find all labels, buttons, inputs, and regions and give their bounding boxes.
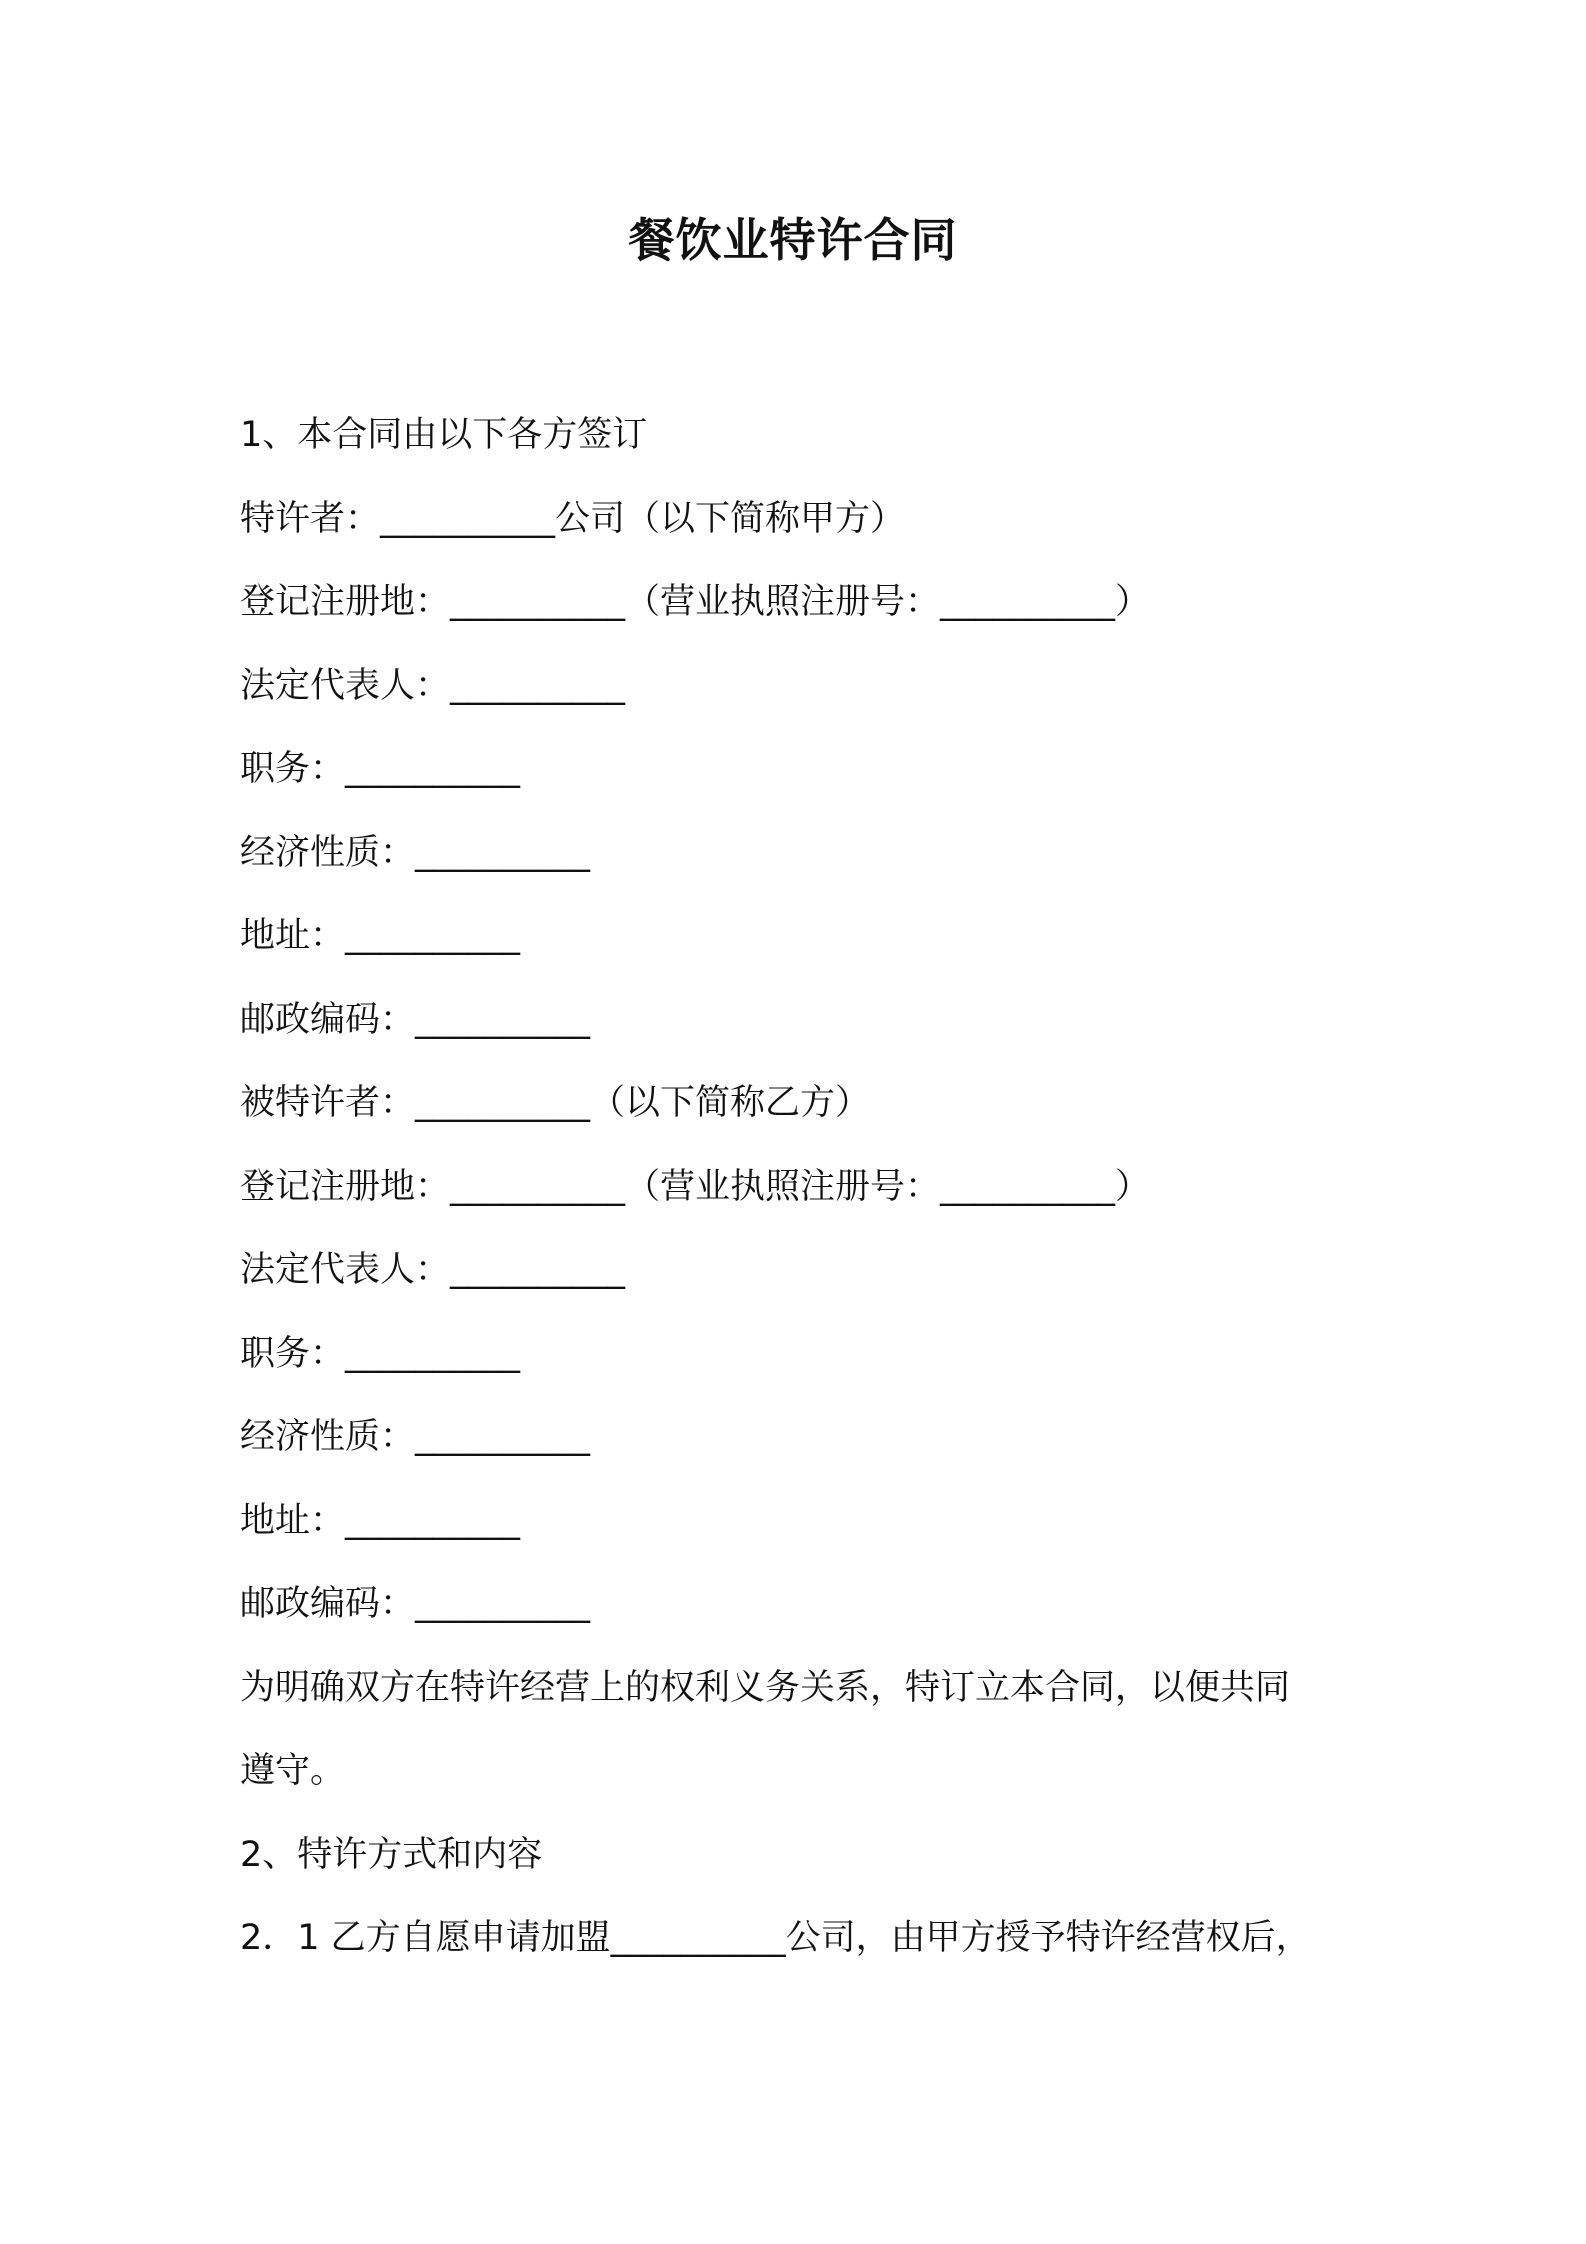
- section-2-heading: 2、特许方式和内容: [240, 1835, 543, 1875]
- purpose-paragraph-line-2: 遵守。: [240, 1751, 346, 1791]
- franchisee-line: 被特许者：__________（以下简称乙方）: [240, 1083, 871, 1123]
- document-title: 餐饮业特许合同: [628, 213, 958, 267]
- franchisee-economic-nature-line: 经济性质：__________: [240, 1417, 591, 1457]
- clause-2-1-line: 2．1 乙方自愿申请加盟__________公司，由甲方授予特许经营权后，: [240, 1918, 1311, 1958]
- franchisee-position-line: 职务：__________: [240, 1334, 521, 1374]
- franchisor-economic-nature-line: 经济性质：__________: [240, 833, 591, 873]
- franchisee-address-line: 地址：__________: [240, 1501, 521, 1541]
- franchisee-postcode-line: 邮政编码：__________: [240, 1584, 591, 1624]
- franchisor-address-line: 地址：__________: [240, 916, 521, 956]
- purpose-paragraph-line-1: 为明确双方在特许经营上的权利义务关系，特订立本合同，以便共同: [240, 1668, 1291, 1708]
- franchisor-legal-rep-line: 法定代表人：__________: [240, 666, 626, 706]
- franchisee-legal-rep-line: 法定代表人：__________: [240, 1250, 626, 1290]
- franchisor-line: 特许者：__________公司（以下简称甲方）: [240, 499, 906, 539]
- franchisee-registration-line: 登记注册地：__________（营业执照注册号：__________）: [240, 1167, 1151, 1207]
- franchisor-postcode-line: 邮政编码：__________: [240, 1000, 591, 1040]
- section-1-heading: 1、本合同由以下各方签订: [240, 415, 648, 455]
- franchisor-position-line: 职务：__________: [240, 749, 521, 789]
- franchisor-registration-line: 登记注册地：__________（营业执照注册号：__________）: [240, 582, 1151, 622]
